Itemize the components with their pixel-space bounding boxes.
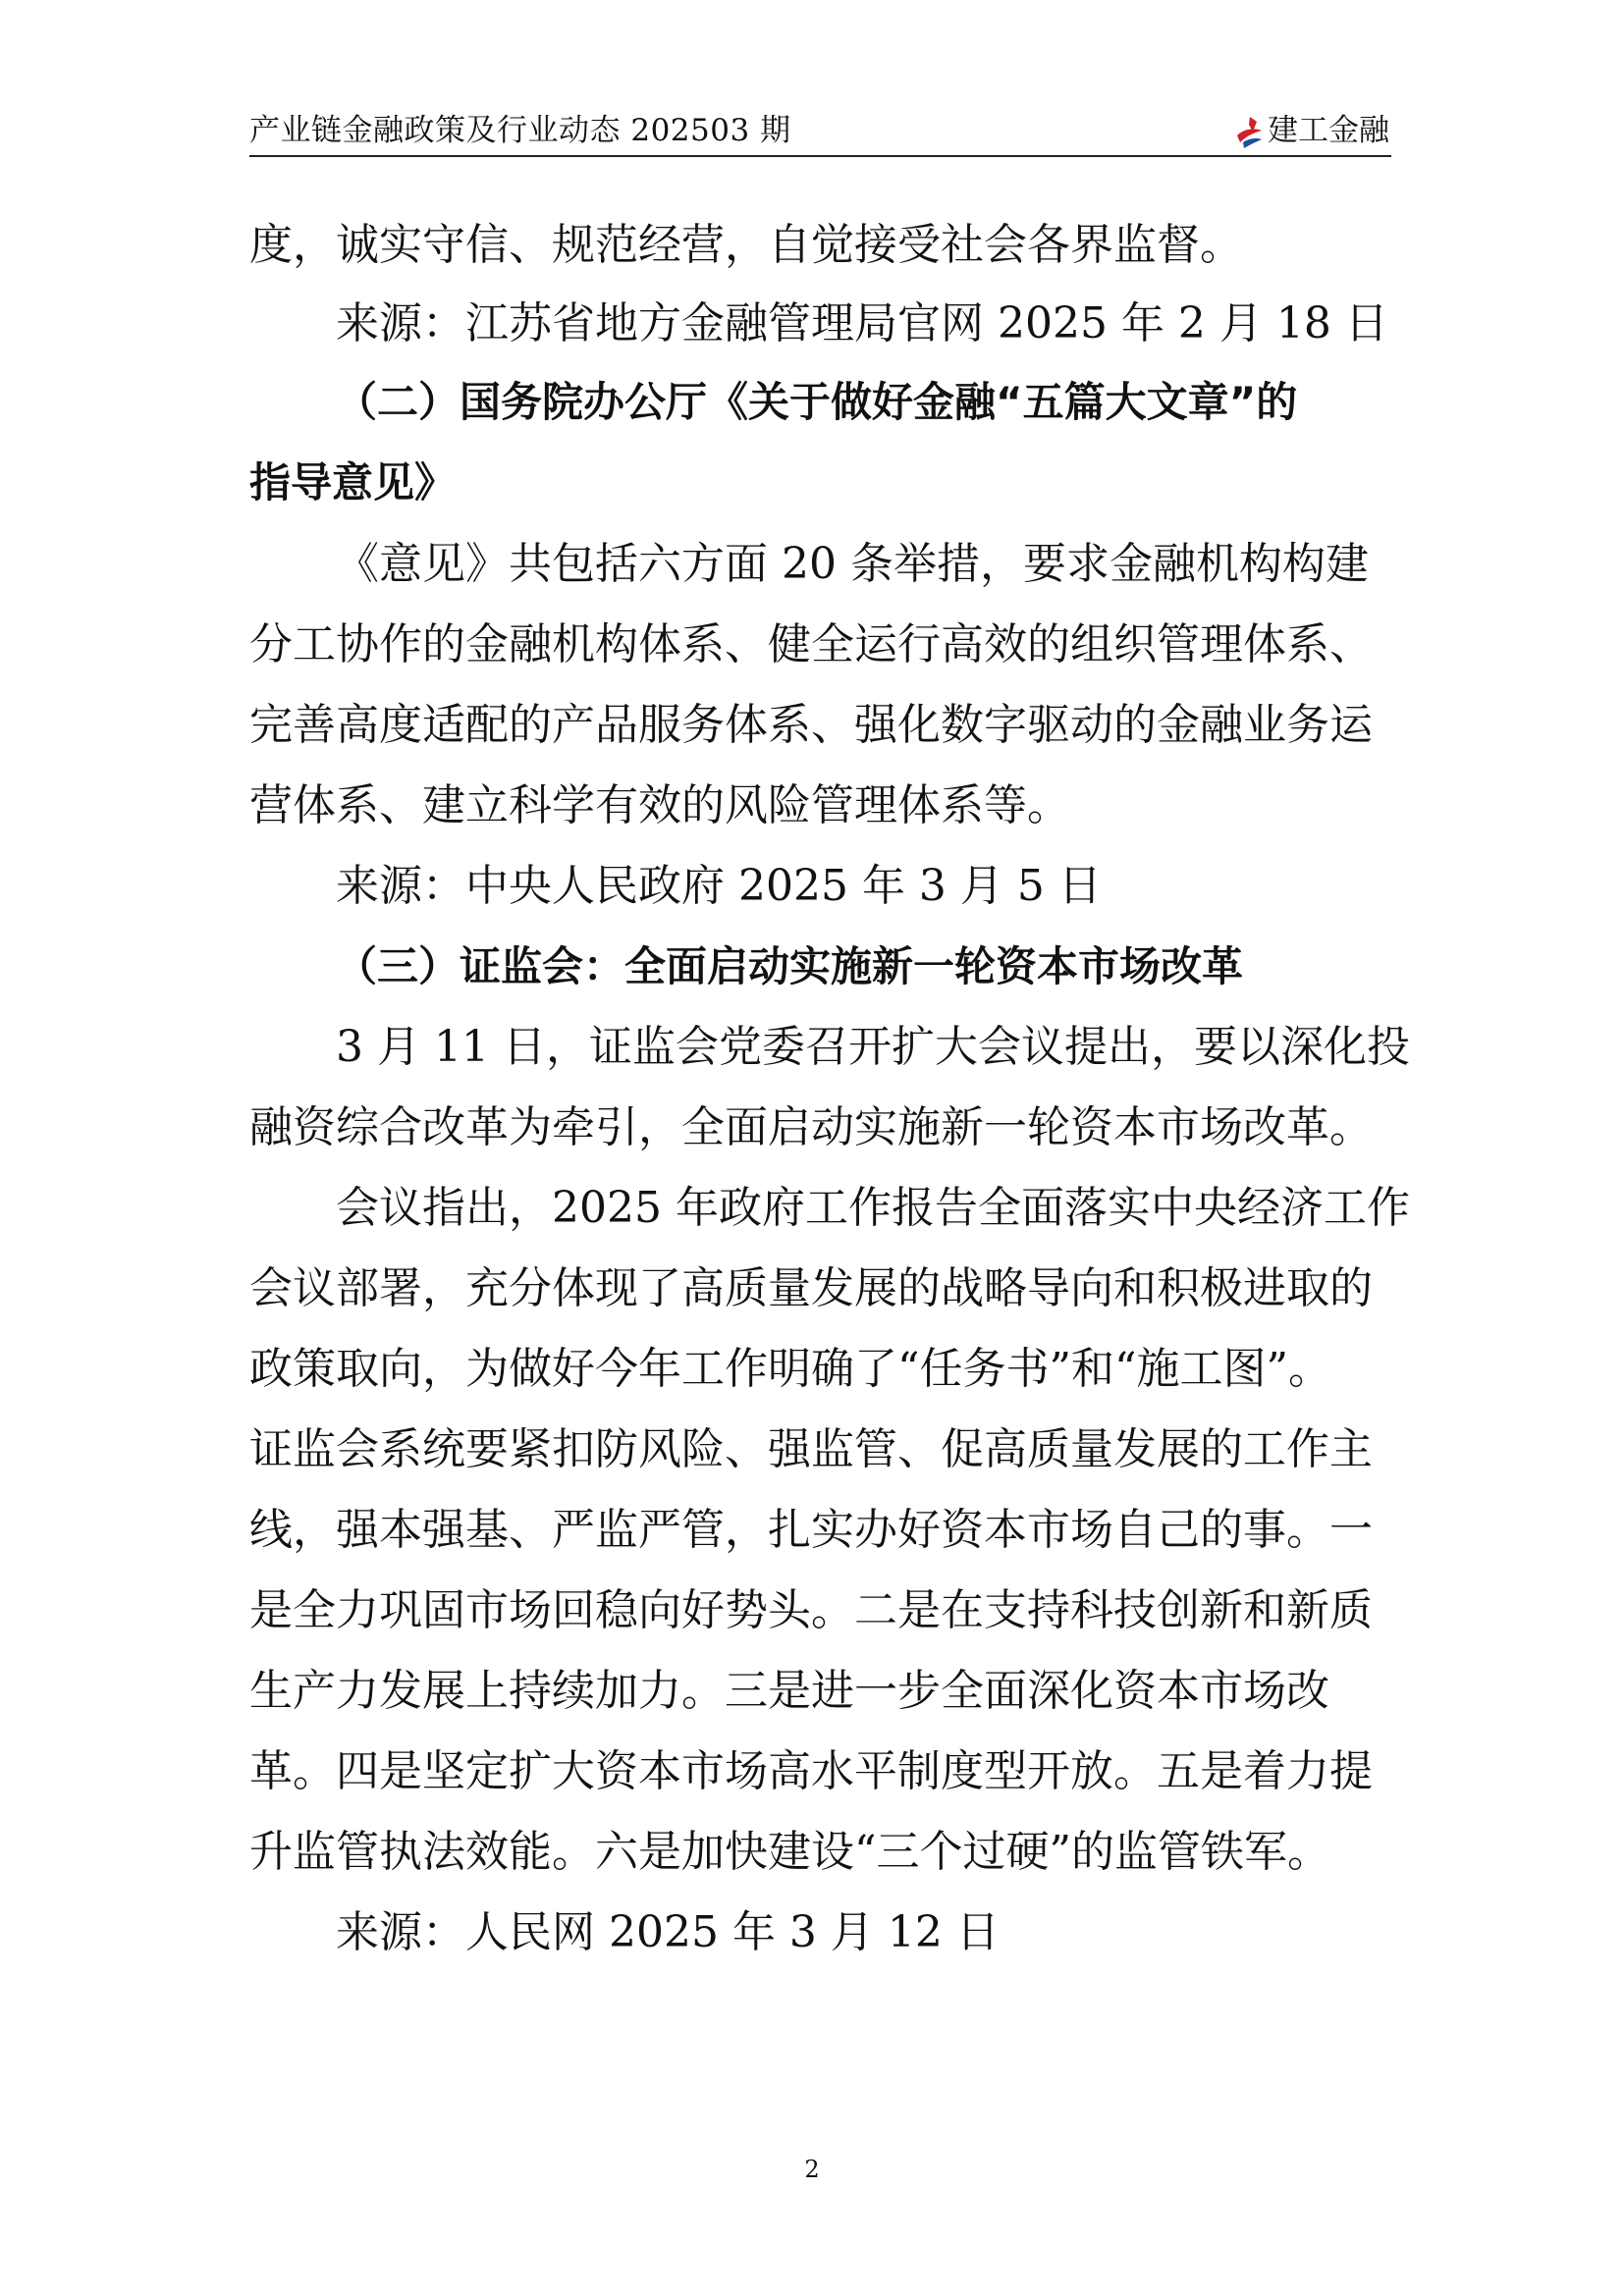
- source-line: 来源：江苏省地方金融管理局官网 2025 年 2 月 18 日: [336, 298, 1388, 348]
- section-heading: （三）证监会：全面启动实施新一轮资本市场改革: [336, 942, 1244, 990]
- paragraph-line: 营体系、建立科学有效的风险管理体系等。: [249, 780, 1070, 830]
- paragraph-line: 分工协作的金融机构体系、健全运行高效的组织管理体系、: [249, 619, 1373, 669]
- paragraph-line: 会议部署，充分体现了高质量发展的战略导向和积极进取的: [249, 1263, 1373, 1313]
- paragraph-line: 《意见》共包括六方面 20 条举措，要求金融机构构建: [336, 539, 1369, 589]
- paragraph-line: 度，诚实守信、规范经营，自觉接受社会各界监督。: [249, 220, 1243, 270]
- brand-name: 建工金融: [1268, 113, 1389, 148]
- paragraph-line: 证监会系统要紧扣防风险、强监管、促高质量发展的工作主: [249, 1424, 1373, 1474]
- source-line: 来源：中央人民政府 2025 年 3 月 5 日: [336, 861, 1102, 911]
- header-title: 产业链金融政策及行业动态 202503 期: [249, 113, 791, 148]
- paragraph-line: 完善高度适配的产品服务体系、强化数字驱动的金融业务运: [249, 700, 1373, 750]
- paragraph-line: 融资综合改革为牵引，全面启动实施新一轮资本市场改革。: [249, 1102, 1373, 1152]
- paragraph-line: 线，强本强基、严监严管，扎实办好资本市场自己的事。一: [249, 1505, 1373, 1555]
- paragraph-line: 政策取向，为做好今年工作明确了“任务书”和“施工图”。: [249, 1344, 1331, 1394]
- page-header: [249, 108, 1391, 157]
- header-brand: [1234, 105, 1389, 149]
- paragraph-line: 升监管执法效能。六是加快建设“三个过硬”的监管铁军。: [249, 1827, 1330, 1877]
- paragraph-line: 会议指出，2025 年政府工作报告全面落实中央经济工作: [336, 1183, 1410, 1233]
- section-heading-cont: 指导意见》: [249, 458, 457, 507]
- jiangong-logo-icon: [1234, 116, 1264, 149]
- paragraph-line: 是全力巩固市场回稳向好势头。二是在支持科技创新和新质: [249, 1585, 1373, 1635]
- paragraph-line: 生产力发展上持续加力。三是进一步全面深化资本市场改: [249, 1666, 1329, 1716]
- paragraph-line: 3 月 11 日，证监会党委召开扩大会议提出，要以深化投: [336, 1022, 1410, 1072]
- page-number: 2: [804, 2156, 820, 2183]
- source-line: 来源：人民网 2025 年 3 月 12 日: [336, 1907, 1000, 1957]
- section-heading: （二）国务院办公厅《关于做好金融“五篇大文章”的: [336, 378, 1298, 426]
- paragraph-line: 革。四是坚定扩大资本市场高水平制度型开放。五是着力提: [249, 1746, 1373, 1796]
